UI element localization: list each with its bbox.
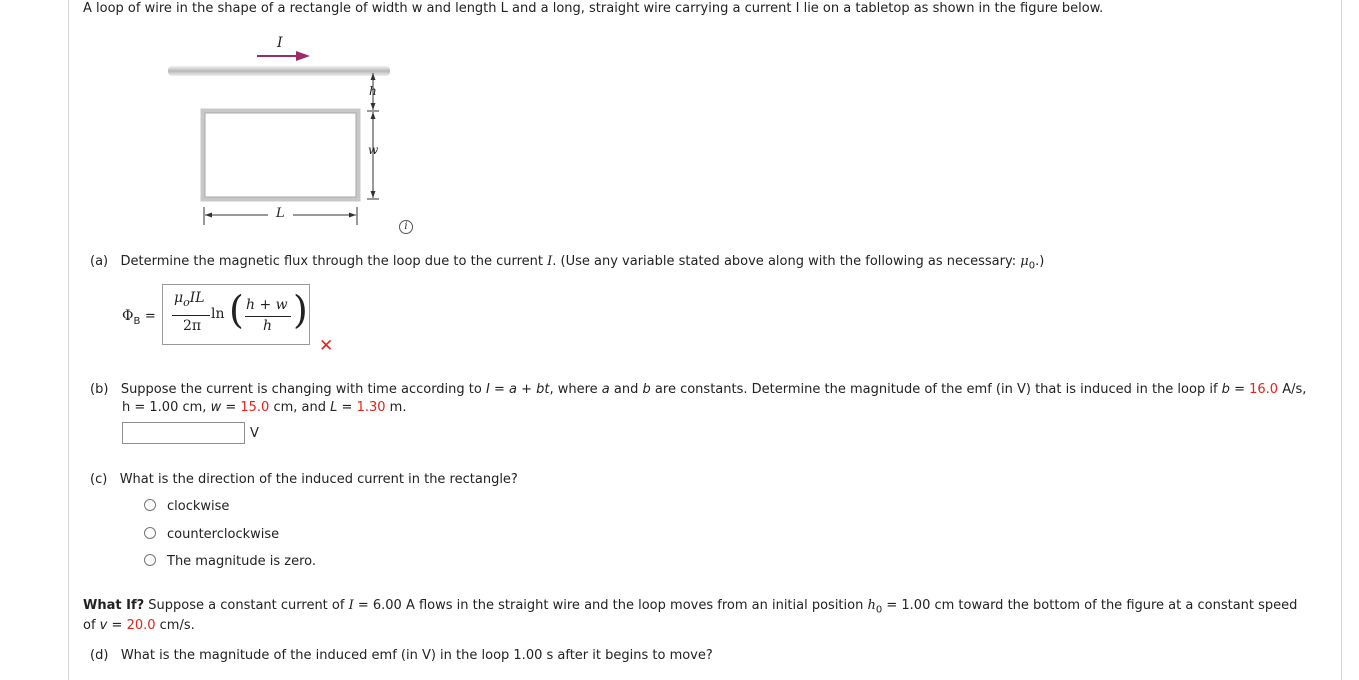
part-b-question-line1: (b) Suppose the current is changing with time according to I = a + bt, where a and b are constants. Determine the magnitude of the emf (in V) that is induced in the loop if b = 16.0 A/s, xyxy=(90,382,1307,397)
option-counterclockwise-label[interactable]: counterclockwise xyxy=(167,527,280,542)
phi-label: $\Phi_B$ = xyxy=(122,308,156,327)
radio-zero[interactable] xyxy=(144,554,156,566)
radio-clockwise[interactable] xyxy=(144,499,156,511)
label-h: h xyxy=(369,84,377,98)
what-if-line2: of v = 20.0 cm/s. xyxy=(83,618,195,633)
label-w: w xyxy=(368,143,379,157)
incorrect-icon: ✕ xyxy=(319,336,334,356)
formula-inner-bar xyxy=(245,316,291,317)
label-current-I: I xyxy=(277,35,283,51)
what-if-line1: What If? Suppose a constant current of I = 6.00 A flows in the straight wire and the loop moves from an initial position $h_0 = 1.00$ cm toward the bottom of the figure at a constant speed xyxy=(83,598,1298,616)
figure-wire-loop xyxy=(160,32,430,237)
info-icon[interactable]: i xyxy=(399,220,413,234)
intro-text: A loop of wire in the shape of a rectangle of width w and length L and a long, straight wire carrying a current I lie on a tabletop as shown in the figure below. xyxy=(83,1,1104,16)
emf-unit: V xyxy=(250,426,259,441)
formula-right-paren: ) xyxy=(293,288,308,332)
option-clockwise-label[interactable]: clockwise xyxy=(167,499,230,514)
part-b-question-line2: h = 1.00 cm, w = 15.0 cm, and L = 1.30 m. xyxy=(122,400,407,415)
emf-input[interactable] xyxy=(122,422,245,444)
formula-denominator: 2π xyxy=(183,318,202,334)
formula-left-paren: ( xyxy=(229,288,244,332)
part-c-question: (c) What is the direction of the induced current in the rectangle? xyxy=(90,472,518,487)
straight-wire xyxy=(168,66,390,76)
rectangle-loop xyxy=(203,111,358,199)
part-d-question: (d) What is the magnitude of the induced emf (in V) in the loop 1.00 s after it begins to move? xyxy=(90,648,713,663)
formula-inner-den: h xyxy=(263,318,273,334)
current-arrowhead xyxy=(296,51,310,61)
formula-inner-num: h + w xyxy=(246,297,288,313)
radio-counterclockwise[interactable] xyxy=(144,527,156,539)
formula-numerator: $\mu_oIL$ xyxy=(174,290,205,309)
option-zero-label[interactable]: The magnitude is zero. xyxy=(167,554,317,569)
formula-fraction-bar xyxy=(172,315,210,316)
formula-ln: ln xyxy=(211,306,225,322)
label-L: L xyxy=(276,206,285,221)
part-a-question: (a) Determine the magnetic flux through the loop due to the current I. (Use any variable stated above along with the following as necessary: $\mu_0$.) xyxy=(90,254,1045,272)
